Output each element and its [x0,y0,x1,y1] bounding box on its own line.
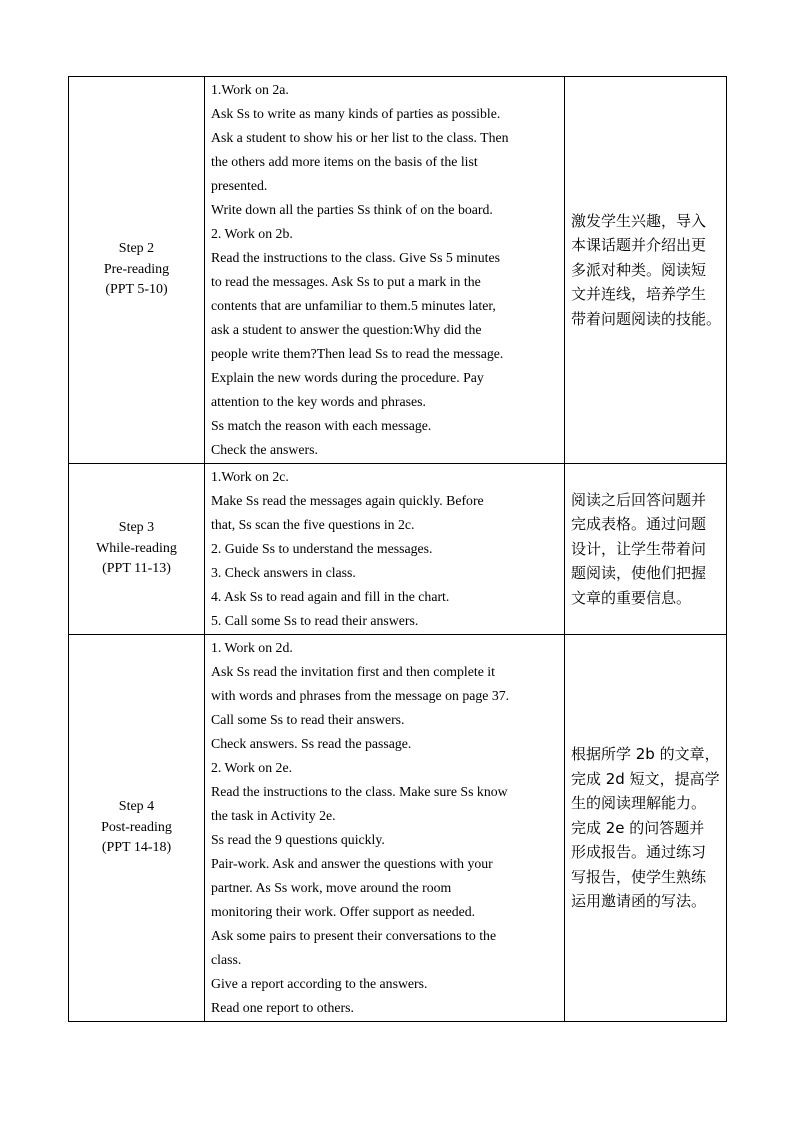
procedure-cell [205,77,565,464]
aim-cell [565,635,727,1022]
procedure-line: the others add more items on the basis of the list [211,154,478,169]
procedure-line: 2. Work on 2b. [211,226,293,241]
step-stage: Post-reading [101,819,172,835]
step-slides: (PPT 14-18) [101,840,172,856]
procedure-line: partner. As Ss work, move around the room [211,880,452,895]
aim-line: 设计，让学生带着问 [571,539,707,558]
aim-line: 文章的重要信息。 [571,588,692,607]
aim-line: 生的阅读理解能力。 [571,794,707,813]
table-row [69,77,727,464]
procedure-line: Check the answers. [211,442,318,457]
procedure-cell [205,464,565,635]
procedure-line: 5. Call some Ss to read their answers. [211,613,419,628]
aim-line: 本课话题并介绍出更 [571,236,707,255]
procedure-line: Make Ss read the messages again quickly. Before [211,493,484,508]
procedure-line: 2. Work on 2e. [211,760,293,775]
procedure-line: Give a report according to the answers. [211,976,428,991]
procedure-line: class. [211,952,242,967]
procedure-line: Write down all the parties Ss think of on the board. [211,202,493,217]
procedure-line: 3. Check answers in class. [211,565,356,580]
procedure-line: Read one report to others. [211,1000,354,1015]
procedure-line: Call some Ss to read their answers. [211,712,405,727]
procedure-line: Read the instructions to the class. Make sure Ss know [211,784,508,799]
aim-cell [565,77,727,464]
aim-cell [565,464,727,635]
step-cell [69,77,205,464]
procedure-line: Explain the new words during the procedure. Pay [211,370,484,385]
procedure-line: Ask some pairs to present their conversations to the [211,928,497,943]
step-slides: (PPT 5-10) [105,282,168,298]
aim-line: 写报告，使学生熟练 [571,867,707,886]
aim-line: 多派对种类。阅读短 [571,260,707,279]
step-stage: Pre-reading [103,261,170,277]
aim-line: 完成表格。通过问题 [571,515,707,534]
procedure-line: Ask Ss read the invitation first and then complete it [211,664,495,679]
procedure-line: to read the messages. Ask Ss to put a mark in the [211,274,481,289]
aim-line: 阅读之后回答问题并 [571,490,707,509]
procedure-line: that, Ss scan the five questions in 2c. [211,517,415,532]
aim-line: 根据所学 2b 的文章， [571,744,720,763]
procedure-line: 1.Work on 2c. [211,469,289,484]
procedure-line: 1. Work on 2d. [211,640,293,655]
procedure-line: monitoring their work. Offer support as needed. [211,904,476,919]
procedure-line: Check answers. Ss read the passage. [211,736,412,751]
procedure-line: Ss match the reason with each message. [211,418,432,433]
procedure-line: the task in Activity 2e. [211,808,336,823]
procedure-line: ask a student to answer the question:Why did the [211,322,482,337]
step-number: Step 4 [118,799,155,815]
procedure-line: Ask a student to show his or her list to the class. Then [211,130,509,145]
aim-line: 题阅读，使他们把握 [571,564,707,583]
aim-line: 运用邀请函的写法。 [571,892,707,911]
table-row [69,635,727,1022]
step-cell [69,635,205,1022]
aim-line: 形成报告。通过练习 [571,843,707,862]
procedure-line: 1.Work on 2a. [211,82,289,97]
step-cell [69,464,205,635]
step-number: Step 3 [118,520,155,536]
step-number: Step 2 [118,241,155,257]
procedure-line: Ask Ss to write as many kinds of parties as possible. [211,106,501,121]
lesson-plan-table [68,76,727,1022]
procedure-cell [205,635,565,1022]
procedure-line: Ss read the 9 questions quickly. [211,832,385,847]
procedure-line: 4. Ask Ss to read again and fill in the chart. [211,589,450,604]
table-row [69,464,727,635]
procedure-line: contents that are unfamiliar to them.5 minutes later, [211,298,496,313]
aim-line: 文并连线，培养学生 [571,285,707,304]
procedure-line: Read the instructions to the class. Give Ss 5 minutes [211,250,500,265]
procedure-line: attention to the key words and phrases. [211,394,426,409]
aim-line: 完成 2d 短文，提高学 [571,769,720,788]
procedure-line: with words and phrases from the message on page 37. [211,688,510,703]
step-stage: While-reading [96,540,177,556]
step-slides: (PPT 11-13) [102,561,171,577]
aim-line: 带着问题阅读的技能。 [571,309,722,328]
aim-line: 激发学生兴趣，导入 [571,211,707,230]
procedure-line: 2. Guide Ss to understand the messages. [211,541,433,556]
aim-line: 完成 2e 的问答题并 [571,818,705,837]
procedure-line: Pair-work. Ask and answer the questions with your [211,856,493,871]
procedure-line: presented. [211,178,268,193]
procedure-line: people write them?Then lead Ss to read the message. [211,346,504,361]
